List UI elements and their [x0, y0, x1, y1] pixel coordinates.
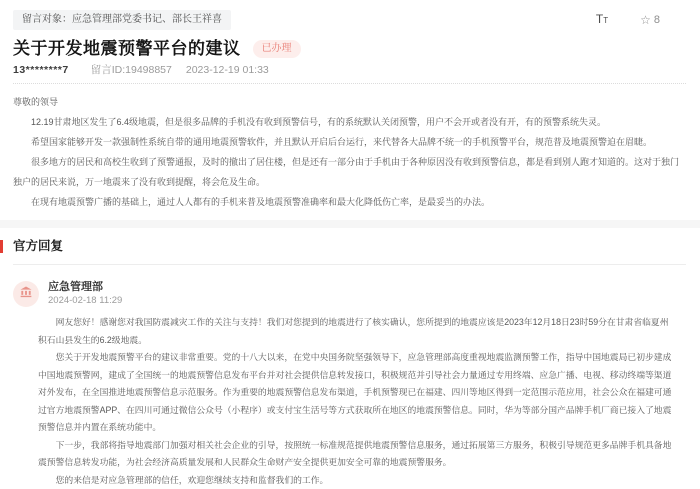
question-paragraphs: [13, 112, 686, 212]
recipient-tag: 留言对象：应急管理部党委书记、部长王祥喜: [13, 10, 231, 30]
post-timestamp: 2023-12-19 01:33: [186, 64, 269, 77]
section-separator: [0, 220, 700, 228]
reply-paragraph: 网友您好！感谢您对我国防震减灾工作的关注与支持！我们对您提到的地震进行了核实确认，您所提到的地震应该是2023年12月18日23时59分在甘肃省临夏州积石山县发生的6.2级地震。: [38, 314, 672, 349]
question-section: [0, 0, 700, 220]
tag-row: [13, 10, 686, 30]
divider: [13, 264, 686, 265]
question-paragraph: 很多地方的居民和高校生收到了预警通报，及时的撤出了居住楼，但是还有一部分由于手机由于各种原因没有收到预警信息，都是看到别人跑才知道的。这对于独门独户的居民来说，万一地震来了没有收到提醒，将会危及生命。: [13, 152, 686, 192]
message-id: 留言ID:19498857: [91, 64, 172, 77]
font-size-icon[interactable]: TT: [596, 13, 608, 27]
reply-author-row: [13, 281, 686, 307]
reply-author-info: [48, 281, 122, 307]
reply-paragraph: 下一步，我部将指导地震部门加强对相关社会企业的引导，按照统一标准规范提供地震预警信息服务，通过拓展第三方服务，积极引导规范更多品牌手机具备地震预警信息转发功能，为社会经济高质量发展和人民群众生命财产安全提供更加安全可靠的地震预警服务。: [38, 437, 672, 472]
star-icon: ☆: [640, 14, 651, 26]
reply-paragraph: 您的来信是对应急管理部的信任，欢迎您继续支持和监督我们的工作。: [38, 472, 672, 489]
question-body: [13, 84, 686, 220]
toolbar: [596, 13, 660, 27]
official-reply-section: [0, 228, 700, 489]
question-paragraph: 在现有地震预警广播的基础上，通过人人都有的手机来普及地震预警准确率和最大化降低伤亡率，是最妥当的办法。: [13, 192, 686, 212]
government-building-icon: [19, 285, 33, 304]
reply-timestamp: 2024-02-18 11:29: [48, 295, 122, 307]
agency-name: 应急管理部: [48, 281, 122, 294]
question-paragraph: 希望国家能够开发一款强制性系统自带的通用地震预警软件，并且默认开启后台运行，来代替各大品牌不统一的手机预警平台，规范普及地震预警迫在眉睫。: [13, 132, 686, 152]
official-reply-heading: 官方回复: [13, 239, 686, 253]
meta-row: [13, 64, 686, 77]
question-paragraph: 12.19甘肃地区发生了6.4级地震，但是很多品牌的手机没有收到预警信号，有的系统默认关闭预警，用户不会开或者没有开，有的预警系统失灵。: [13, 112, 686, 132]
avatar: [13, 281, 39, 307]
status-badge: 已办理: [253, 40, 301, 58]
author-masked-phone: 13********7: [13, 64, 69, 77]
star-count: 8: [654, 14, 660, 26]
reply-body: [38, 314, 672, 489]
heading-accent-bar: [0, 240, 3, 253]
star-button[interactable]: [640, 14, 660, 26]
salutation: 尊敬的领导: [13, 92, 686, 112]
title-row: [13, 39, 686, 58]
page-title: 关于开发地震预警平台的建议: [13, 39, 241, 58]
reply-paragraph: 您关于开发地震预警平台的建议非常重要。党的十八大以来，在党中央国务院坚强领导下，应急管理部高度重视地震监测预警工作，指导中国地震局已初步建成中国地震预警网，建成了全国统一的地震预警信息发布平台并对社会提供信息转发接口，积极规范并引导社会力量通过专用终端、应急广播、电视、移动终端等渠道对外发布，在全国推进地震预警信息示范服务。作为重要的地震预警信息发布渠道，手机预警现已在福建、四川等地区得到一定范围示范应用，社会公众在福建可通过官方地震预警APP、在四川可通过微信公众号（小程序）或支付宝生活号等方式获取所在地区的地震预警信息。同时，华为等部分国产品牌手机厂商已接入了地震预警信息并内置在系统功能中。: [38, 349, 672, 437]
